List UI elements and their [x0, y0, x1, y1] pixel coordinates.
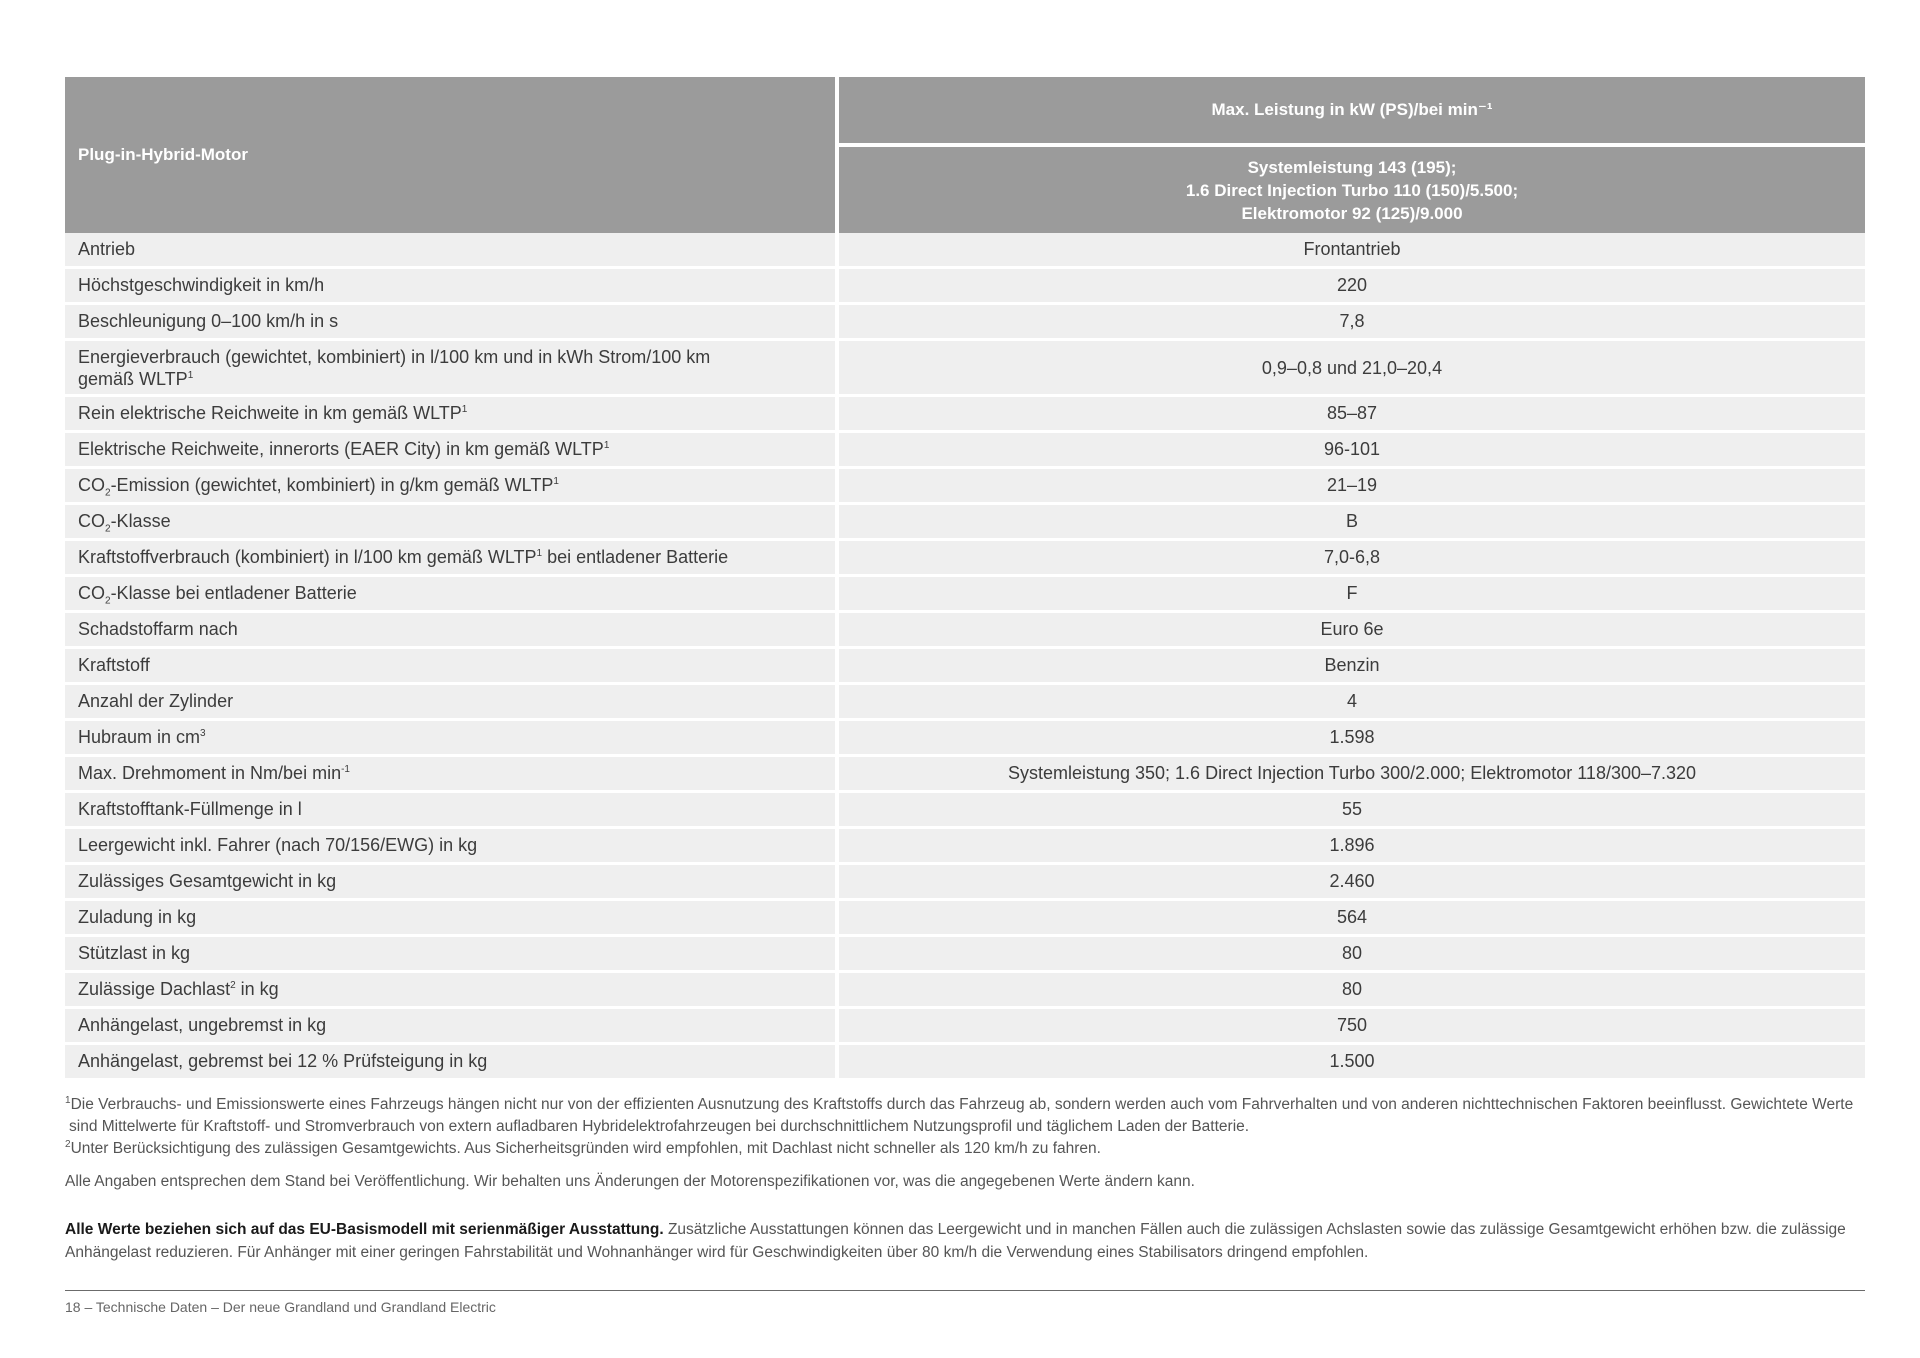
- row-value: 7,8: [837, 304, 1865, 340]
- table-row: [65, 936, 1865, 972]
- row-value: 750: [837, 1008, 1865, 1044]
- footnote-ref: 1: [553, 476, 559, 487]
- row-label-suffix: in kg: [235, 979, 279, 999]
- subscript-2: 2: [105, 523, 111, 535]
- row-value: 4: [837, 684, 1865, 720]
- table-row: [65, 612, 1865, 648]
- row-label-text: Kraftstoffverbrauch (kombiniert) in l/100 km gemäß WLTP: [78, 547, 537, 567]
- row-value: 7,0-6,8: [837, 540, 1865, 576]
- header-system-power-line: Elektromotor 92 (125)/9.000: [1241, 203, 1463, 223]
- base-model-note-bold: Alle Werte beziehen sich auf das EU-Basismodell mit serienmäßiger Ausstattung.: [65, 1221, 664, 1238]
- footnote-mark: 1: [65, 1094, 71, 1106]
- row-label-suffix: bei entladener Batterie: [542, 547, 729, 567]
- table-row: [65, 340, 1865, 396]
- row-value: 1.896: [837, 828, 1865, 864]
- row-label: Beschleunigung 0–100 km/h in s: [65, 304, 837, 340]
- footnote-ref: 1: [461, 404, 468, 415]
- row-label: [65, 432, 837, 468]
- row-value: Systemleistung 350; 1.6 Direct Injection Turbo 300/2.000; Elektromotor 118/300–7.320: [837, 756, 1865, 792]
- table-row: [65, 684, 1865, 720]
- row-value: 21–19: [837, 468, 1865, 504]
- table-row: [65, 1044, 1865, 1080]
- base-model-note: [65, 1218, 1865, 1264]
- row-label: Stützlast in kg: [65, 936, 837, 972]
- table-row: [65, 720, 1865, 756]
- table-row: [65, 233, 1865, 268]
- row-label: Schadstoffarm nach: [65, 612, 837, 648]
- row-label: Kraftstofftank-Füllmenge in l: [65, 792, 837, 828]
- row-value: F: [837, 576, 1865, 612]
- row-value: 220: [837, 268, 1865, 304]
- row-value: 55: [837, 792, 1865, 828]
- row-label-text: Zulässige Dachlast: [78, 979, 231, 999]
- co2-prefix: CO: [78, 583, 105, 603]
- footnote-ref: 1: [187, 369, 194, 381]
- row-label: [65, 720, 837, 756]
- footnote-1-text: Die Verbrauchs- und Emissionswerte eines Fahrzeugs hängen nicht nur von der effizienten Ausnutzung des Kraftstoffs durch das Fahrzeug ab, sondern werden auch vom Fahrverhalten und von anderen nichttechnischen Faktoren beeinflusst. Gewichtete Werte sind Mittelwerte für Kraftstoff- und Stromverbrauch von extern aufladbaren Hybridelektrofahrzeugen bei durchschnittlichem Nutzungsprofil und täglichem Laden der Batterie.: [69, 1096, 1854, 1135]
- table-row: [65, 864, 1865, 900]
- row-value: 564: [837, 900, 1865, 936]
- row-value: 1.500: [837, 1044, 1865, 1080]
- header-engine-type: Plug-in-Hybrid-Motor: [65, 77, 837, 233]
- table-row: [65, 756, 1865, 792]
- row-label: [65, 576, 837, 612]
- table-row: [65, 304, 1865, 340]
- table-row: [65, 396, 1865, 432]
- row-label-text: Elektrische Reichweite, innerorts (EAER City) in km gemäß WLTP: [78, 439, 604, 459]
- page-footer: 18 – Technische Daten – Der neue Grandland und Grandland Electric: [65, 1299, 496, 1315]
- table-row: [65, 1008, 1865, 1044]
- header-system-power-line: 1.6 Direct Injection Turbo 110 (150)/5.500;: [1185, 180, 1519, 200]
- spec-table: [65, 77, 1865, 1081]
- footer-divider: [65, 1290, 1865, 1291]
- footnote-ref: 1: [536, 548, 543, 559]
- table-row: [65, 504, 1865, 540]
- table-row: [65, 576, 1865, 612]
- row-value: Frontantrieb: [837, 233, 1865, 268]
- row-label-line: gemäß WLTP: [78, 368, 188, 389]
- row-label-text: Rein elektrische Reichweite in km gemäß WLTP: [78, 403, 462, 423]
- footnotes: [65, 1094, 1865, 1160]
- row-value: B: [837, 504, 1865, 540]
- header-max-power: [837, 77, 1865, 145]
- co2-prefix: CO: [78, 511, 105, 531]
- table-row: [65, 828, 1865, 864]
- footnote-1: [65, 1094, 1865, 1138]
- footnote-ref: 2: [230, 980, 236, 991]
- row-value: 1.598: [837, 720, 1865, 756]
- table-row: [65, 268, 1865, 304]
- table-row: [65, 468, 1865, 504]
- row-label: Höchstgeschwindigkeit in km/h: [65, 268, 837, 304]
- row-label-line: Energieverbrauch (gewichtet, kombiniert) in l/100 km und in kWh Strom/100 km: [78, 346, 711, 367]
- row-label-text: -Klasse bei entladener Batterie: [110, 583, 357, 603]
- row-label: [65, 340, 837, 396]
- header-system-power-line: Systemleistung 143 (195);: [1247, 157, 1457, 177]
- row-label-text: -Emission (gewichtet, kombiniert) in g/km gemäß WLTP: [110, 475, 554, 495]
- header-system-power: [837, 145, 1865, 233]
- row-label: [65, 396, 837, 432]
- base-model-note-text: Zusätzliche Ausstattungen können das Leergewicht und in manchen Fällen auch die zulässigen Achslasten sowie das zulässige Gesamtgewicht erhöhen bzw. die zulässige Anhängelast reduzieren. Für Anhänger mit einer geringen Fahrstabilität und Wohnanhänger wird für Geschwindigkeiten über 80 km/h die Verwendung eines Stabilisators dringend empfohlen.: [65, 1221, 1846, 1261]
- row-label: Antrieb: [65, 233, 837, 268]
- footnote-2-text: Unter Berücksichtigung des zulässigen Gesamtgewichts. Aus Sicherheitsgründen wird empfohlen, mit Dachlast nicht schneller als 120 km/h zu fahren.: [70, 1140, 1101, 1157]
- row-value: Benzin: [837, 648, 1865, 684]
- row-label-text: Hubraum in cm: [78, 727, 201, 747]
- row-label-text: -Klasse: [110, 511, 171, 531]
- spec-table-container: [65, 77, 1865, 1081]
- row-value: 0,9–0,8 und 21,0–20,4: [837, 340, 1865, 396]
- row-label: Zulässiges Gesamtgewicht in kg: [65, 864, 837, 900]
- table-row: [65, 900, 1865, 936]
- row-value: 85–87: [837, 396, 1865, 432]
- row-label: [65, 540, 837, 576]
- row-label: [65, 756, 837, 792]
- footnote-ref: 1: [603, 440, 610, 451]
- co2-prefix: CO: [78, 475, 105, 495]
- row-label: Anhängelast, gebremst bei 12 % Prüfsteigung in kg: [65, 1044, 837, 1080]
- table-row: [65, 648, 1865, 684]
- row-value: 80: [837, 972, 1865, 1008]
- row-value: Euro 6e: [837, 612, 1865, 648]
- superscript-minus-1: -1: [341, 764, 350, 775]
- footnote-mark: 2: [65, 1138, 71, 1150]
- footnote-2: [65, 1138, 1865, 1160]
- table-row: [65, 540, 1865, 576]
- superscript-3: 3: [200, 728, 206, 739]
- disclaimer-note: Alle Angaben entsprechen dem Stand bei Veröffentlichung. Wir behalten uns Änderungen der Motorenspezifikationen vor, was die angegebenen Werte ändern kann.: [65, 1173, 1195, 1190]
- subscript-2: 2: [105, 595, 111, 607]
- table-row: [65, 972, 1865, 1008]
- table-row: [65, 432, 1865, 468]
- row-value: 96-101: [837, 432, 1865, 468]
- row-value: 2.460: [837, 864, 1865, 900]
- row-value: 80: [837, 936, 1865, 972]
- row-label: Kraftstoff: [65, 648, 837, 684]
- row-label: Zuladung in kg: [65, 900, 837, 936]
- header-max-power-text: Max. Leistung in kW (PS)/bei min⁻¹: [1211, 100, 1493, 119]
- subscript-2: 2: [105, 487, 111, 499]
- row-label: [65, 468, 837, 504]
- row-label: Leergewicht inkl. Fahrer (nach 70/156/EWG) in kg: [65, 828, 837, 864]
- row-label: [65, 504, 837, 540]
- row-label: [65, 972, 837, 1008]
- row-label: Anhängelast, ungebremst in kg: [65, 1008, 837, 1044]
- table-row: [65, 792, 1865, 828]
- row-label: Anzahl der Zylinder: [65, 684, 837, 720]
- row-label-text: Max. Drehmoment in Nm/bei min: [78, 763, 342, 783]
